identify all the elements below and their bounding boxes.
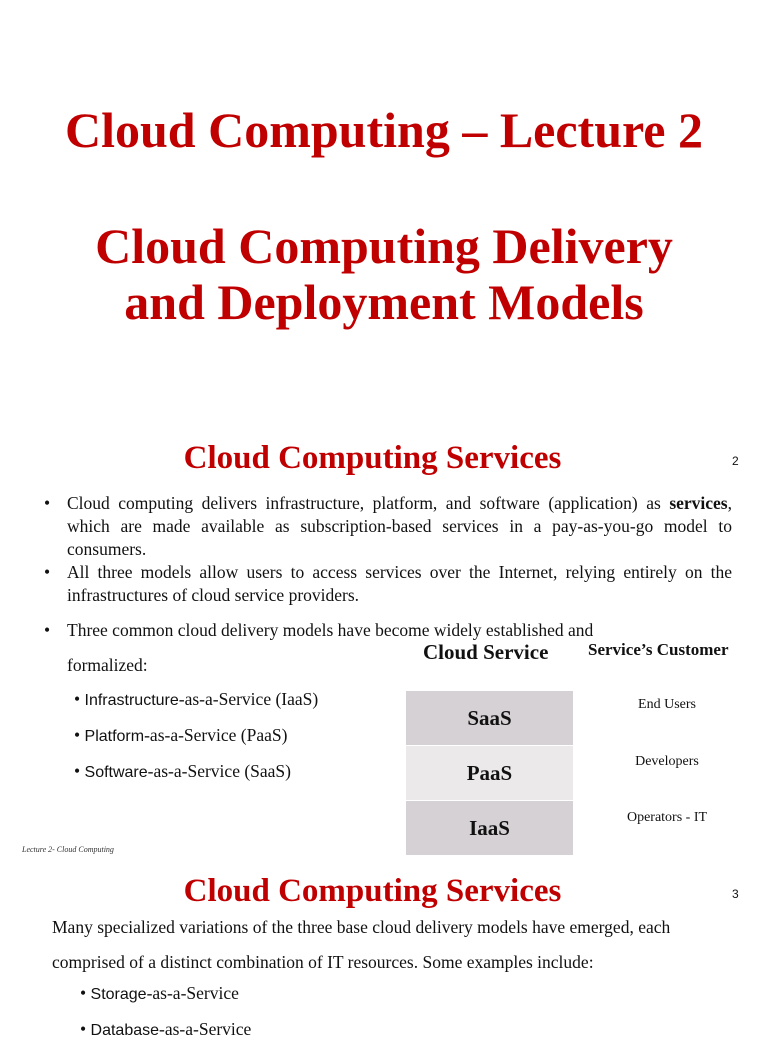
delivery-models-list	[74, 682, 318, 790]
page-number: 3	[732, 887, 739, 901]
service-cell-iaas: IaaS	[406, 801, 573, 855]
model-key: Software	[84, 764, 148, 781]
variation-item: • Database-as-a-Service	[80, 1019, 252, 1039]
bullet-item	[44, 492, 732, 561]
subtitle-line-2: and Deployment Models	[124, 274, 644, 330]
subtitle-line-1: Cloud Computing Delivery	[95, 218, 673, 274]
model-item: • Software-as-a-Service (SaaS)	[74, 761, 291, 781]
intro-paragraph: Many specialized variations of the three base cloud delivery models have emerged, each comprised of a distinct combination of IT resources. Some examples include:	[52, 917, 671, 972]
table-header-service: Cloud Service	[423, 640, 549, 664]
lecture-subtitle	[0, 218, 768, 330]
variation-item: • Storage-as-a-Service	[80, 983, 239, 1003]
variation-rest: -as-a-Service	[146, 983, 239, 1003]
model-rest: -as-a-Service (IaaS)	[178, 689, 319, 709]
lecture-title: Cloud Computing – Lecture 2	[64, 102, 703, 158]
customer-cell: Operators - IT	[626, 810, 708, 825]
variations-list	[80, 976, 251, 1048]
model-key: Platform	[84, 728, 145, 745]
services-variations-slide	[0, 860, 768, 1039]
bullet-item	[44, 613, 667, 683]
bullet-text: Three common cloud delivery models have become widely established and formalized:	[67, 620, 594, 675]
model-item: • Platform-as-a-Service (PaaS)	[74, 725, 288, 745]
variation-key: Database	[90, 1022, 160, 1039]
customer-cell: Developers	[635, 754, 699, 769]
customer-cell: End Users	[638, 697, 696, 712]
page-number: 2	[732, 454, 739, 468]
slide-footer: Lecture 2- Cloud Computing	[22, 845, 114, 854]
bullet-text: All three models allow users to access services over the Internet, relying entirely on the infrastructures of cloud service providers.	[67, 562, 732, 605]
variation-rest: -as-a-Service	[159, 1019, 252, 1039]
slide-heading: Cloud Computing Services	[183, 873, 562, 909]
service-cell-saas: SaaS	[406, 691, 573, 745]
bullet-emphasis: services	[669, 493, 728, 513]
bullet-text: Cloud computing delivers infrastructure, platform, and software (application) as	[67, 493, 670, 513]
slide-heading: Cloud Computing Services	[183, 440, 562, 476]
title-slide	[0, 0, 768, 400]
bullet-item	[44, 561, 732, 607]
service-cell-paas: PaaS	[406, 746, 573, 800]
bullet-text: , which are made available as subscription-based services in a pay-as-you-go model to consumers.	[67, 493, 732, 559]
model-item: • Infrastructure-as-a-Service (IaaS)	[74, 689, 319, 709]
model-rest: -as-a-Service (PaaS)	[144, 725, 288, 745]
variation-key: Storage	[90, 986, 147, 1003]
services-slide	[0, 400, 768, 860]
table-header-customer: Service’s Customer	[588, 640, 729, 659]
model-rest: -as-a-Service (SaaS)	[147, 761, 291, 781]
model-key: Infrastructure	[84, 692, 179, 709]
